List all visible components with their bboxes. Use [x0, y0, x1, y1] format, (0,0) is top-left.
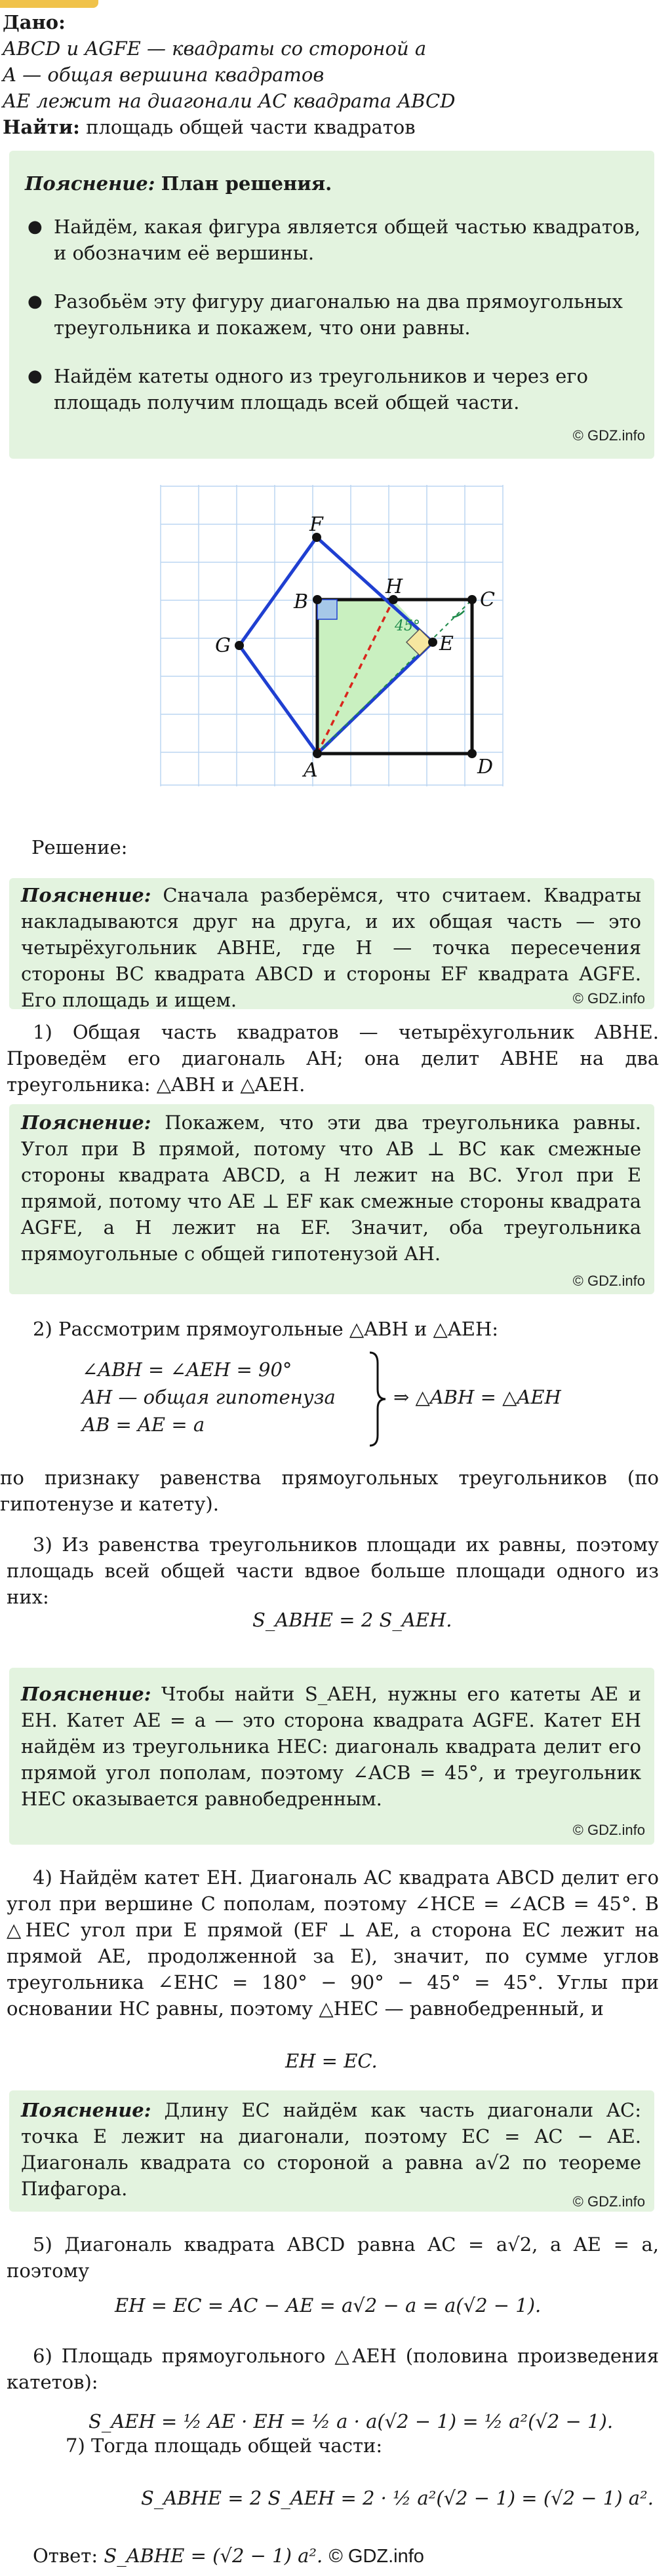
step-2-after: по признаку равенства прямоугольных треугольников (по гипотенузе и катету). [0, 1467, 659, 1515]
bullet-dot-icon: ● [28, 217, 43, 237]
plan-bullet-3 [28, 363, 650, 415]
label-g: G [215, 634, 231, 657]
box4-text: Длину EC найдём как часть диагонали AC: точка E лежит на диагонали, поэтому EC = AC − AE. Диагональ квадрата со стороной a равна a√2 по теореме Пифагора. [21, 2099, 642, 2200]
box1-credit: © GDZ.info [572, 990, 645, 1007]
plan-title: План решения. [161, 172, 332, 195]
box1-paragraph [21, 882, 641, 1013]
bullet-dot-icon: ● [28, 292, 43, 311]
step-2-intro: 2) Рассмотрим прямоугольные △ABH и △AEH: [33, 1318, 499, 1340]
explanation-box-4 [9, 2090, 654, 2212]
step-2-statement-3: AB = AE = a [82, 1413, 205, 1436]
geometry-figure [157, 478, 511, 793]
given-line-2: A — общая вершина квадратов [3, 64, 325, 86]
label-b: B [294, 590, 309, 613]
explanation-box-2 [9, 1104, 654, 1294]
step-3-formula: S_ABHE = 2 S_AEH. [252, 1609, 452, 1631]
plan-label: Пояснение: [25, 172, 155, 195]
plan-bullet-3-text: Найдём катеты одного из треугольников и через его площадь получим площадь всей общей части. [54, 365, 588, 413]
given-header: Дано: [3, 11, 66, 33]
given-line-1: ABCD и AGFE — квадраты со стороной a [3, 37, 427, 60]
find-label: Найти: [3, 116, 80, 138]
box2-credit: © GDZ.info [572, 1273, 645, 1289]
step-6: 6) Площадь прямоугольного △AEH (половина произведения катетов): [7, 2345, 659, 2393]
step-6-formula: S_AEH = ½ AE · EH = ½ a · a(√2 − 1) = ½ a²(√2 − 1). [89, 2410, 614, 2432]
step-4-formula: EH = EC. [285, 2050, 378, 2072]
explanation-box-1 [9, 878, 654, 1009]
angle-45-label: 45° [395, 618, 420, 634]
label-h: H [385, 575, 403, 598]
box2-text: Покажем, что эти два треугольника равны. Угол при B прямой, потому что AB ⊥ BC как смежные стороны квадрата ABCD, а H лежит на BC. Угол при E прямой, потому что AE ⊥ EF как смежные стороны квадрата AGFE, а H лежит на EF. Значит, оба треугольника прямоугольные с общей гипотенузой AH. [21, 1111, 641, 1265]
box4-label: Пояснение: [21, 2099, 151, 2121]
header-tab [0, 0, 98, 8]
step-3: 3) Из равенства треугольников площади их равны, поэтому площадь всей общей части вдвое больше площади одного из них: [7, 1533, 659, 1608]
step-5: 5) Диагональ квадрата ABCD равна AC = a√2, а AE = a, поэтому [7, 2233, 659, 2282]
step-7: 7) Тогда площадь общей части: [66, 2434, 383, 2457]
box3-text: Чтобы найти S_AEH, нужны его катеты AE и EH. Катет AE = a — это сторона квадрата AGFE. Катет EH найдём из треугольника HEC: диагональ квадрата делит его прямой угол пополам, поэтому ∠ACB = 45°, и треугольник HEC оказывается равнобедренным. [21, 1683, 642, 1810]
solution-label: Решение: [31, 836, 128, 858]
box2-paragraph [21, 1109, 641, 1267]
given-line-3: AE лежит на диагонали AC квадрата ABCD [3, 90, 456, 112]
answer-formula: S_ABHE = (√2 − 1) a². [104, 2545, 323, 2567]
plan-credit: © GDZ.info [572, 427, 645, 444]
label-a: A [304, 759, 318, 782]
answer-credit: © GDZ.info [328, 2546, 424, 2567]
plan-bullet-1 [28, 214, 650, 266]
plan-bullet-2 [28, 288, 650, 341]
box2-label: Пояснение: [21, 1111, 151, 1134]
find-line [3, 114, 416, 140]
step-1: 1) Общая часть квадратов — четырёхугольник ABHE. Проведём его диагональ AH; она делит ABHE на два треугольника: △ABH и △AEH. [7, 1021, 659, 1096]
plan-bullet-1-text: Найдём, какая фигура является общей частью квадратов, и обозначим её вершины. [54, 216, 641, 264]
label-c: C [480, 588, 495, 611]
plan-bullet-2-text: Разобьём эту фигуру диагональю на два прямоугольных треугольника и покажем, что они равны. [54, 290, 623, 339]
label-e: E [439, 632, 454, 655]
step-2-result: ⇒ △ABH = △AEH [393, 1386, 561, 1408]
box4-paragraph [21, 2097, 641, 2202]
box3-label: Пояснение: [21, 1683, 151, 1705]
plan-heading [25, 170, 332, 197]
step-2-statement-1: ∠ABH = ∠AEH = 90° [82, 1358, 292, 1381]
label-f: F [309, 513, 323, 536]
answer-label: Ответ: [33, 2545, 98, 2567]
box3-paragraph [21, 1681, 641, 1812]
box1-text: Сначала разберёмся, что считаем. Квадраты накладываются друг на друга, и их общая часть — это четырёхугольник ABHE, где H — точка пересечения стороны BC квадрата ABCD и стороны EF квадрата AGFE. Его площадь и ищем. [21, 884, 641, 1011]
step-2-statement-2: AH — общая гипотенуза [82, 1386, 336, 1408]
explanation-box-3 [9, 1668, 654, 1845]
label-d: D [477, 756, 494, 779]
box3-credit: © GDZ.info [572, 1822, 645, 1838]
step-7-formula: S_ABHE = 2 S_AEH = 2 · ½ a²(√2 − 1) = (√2 − 1) a². [141, 2487, 654, 2509]
answer-line [33, 2543, 424, 2569]
find-text: площадь общей части квадратов [86, 116, 416, 138]
box1-label: Пояснение: [21, 884, 151, 906]
step-5-formula: EH = EC = AC − AE = a√2 − a = a(√2 − 1). [115, 2294, 542, 2316]
right-brace-icon [367, 1350, 387, 1448]
bullet-dot-icon: ● [28, 366, 43, 386]
plan-box [9, 151, 654, 459]
box4-credit: © GDZ.info [572, 2193, 645, 2210]
step-4: 4) Найдём катет EH. Диагональ AC квадрата ABCD делит его угол при вершине C пополам, поэтому ∠HCE = ∠ACB = 45°. В △HEC угол при E прямой (EF ⊥ AE, а сторона EC лежит на прямой AE, продолженной за E), значит, по сумме углов треугольника ∠EHC = 180° − 90° − 45° = 45°. Углы при основании HC равны, поэтому △HEC — равнобедренный, и [7, 1866, 659, 2020]
